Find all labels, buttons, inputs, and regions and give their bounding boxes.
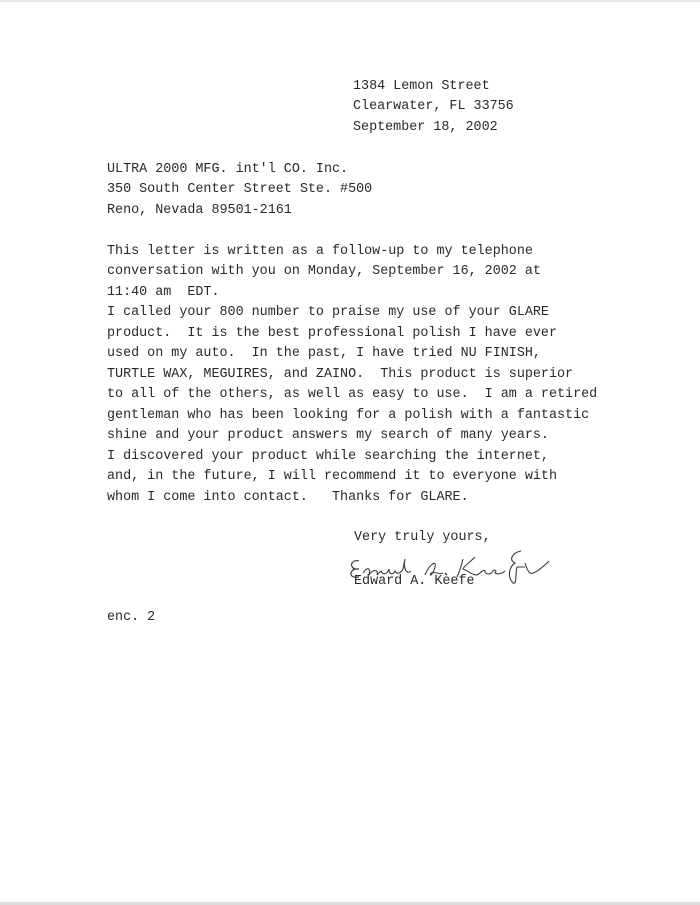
recipient-city: Reno, Nevada 89501-2161 — [107, 203, 292, 218]
body-line: I called your 800 number to praise my use of your GLARE — [107, 305, 549, 320]
enclosure-note: enc. 2 — [107, 610, 156, 625]
letter-date: September 18, 2002 — [353, 120, 498, 135]
sender-street: 1384 Lemon Street — [353, 79, 490, 94]
body-line: whom I come into contact. Thanks for GLARE. — [107, 490, 469, 505]
recipient-company: ULTRA 2000 MFG. int'l CO. Inc. — [107, 162, 349, 177]
body-line: TURTLE WAX, MEGUIRES, and ZAINO. This product is superior — [107, 367, 574, 382]
recipient-street: 350 South Center Street Ste. #500 — [107, 182, 373, 197]
body-line: product. It is the best professional polish I have ever — [107, 326, 557, 341]
body-line: and, in the future, I will recommend it to everyone with — [107, 469, 557, 484]
body-line: 11:40 am EDT. — [107, 285, 220, 300]
body-line: I discovered your product while searching the internet, — [107, 449, 549, 464]
body-line: to all of the others, as well as easy to use. I am a retired — [107, 387, 598, 402]
body-line: gentleman who has been looking for a polish with a fantastic — [107, 408, 590, 423]
body-line: This letter is written as a follow-up to my telephone — [107, 244, 533, 259]
signer-name: Edward A. Keefe — [354, 574, 475, 589]
top-edge — [0, 0, 700, 2]
sender-city: Clearwater, FL 33756 — [353, 99, 514, 114]
body-line: shine and your product answers my search of many years. — [107, 428, 549, 443]
body-line: conversation with you on Monday, September 16, 2002 at — [107, 264, 541, 279]
body-line: used on my auto. In the past, I have tried NU FINISH, — [107, 346, 541, 361]
closing-salutation: Very truly yours, — [354, 530, 491, 545]
